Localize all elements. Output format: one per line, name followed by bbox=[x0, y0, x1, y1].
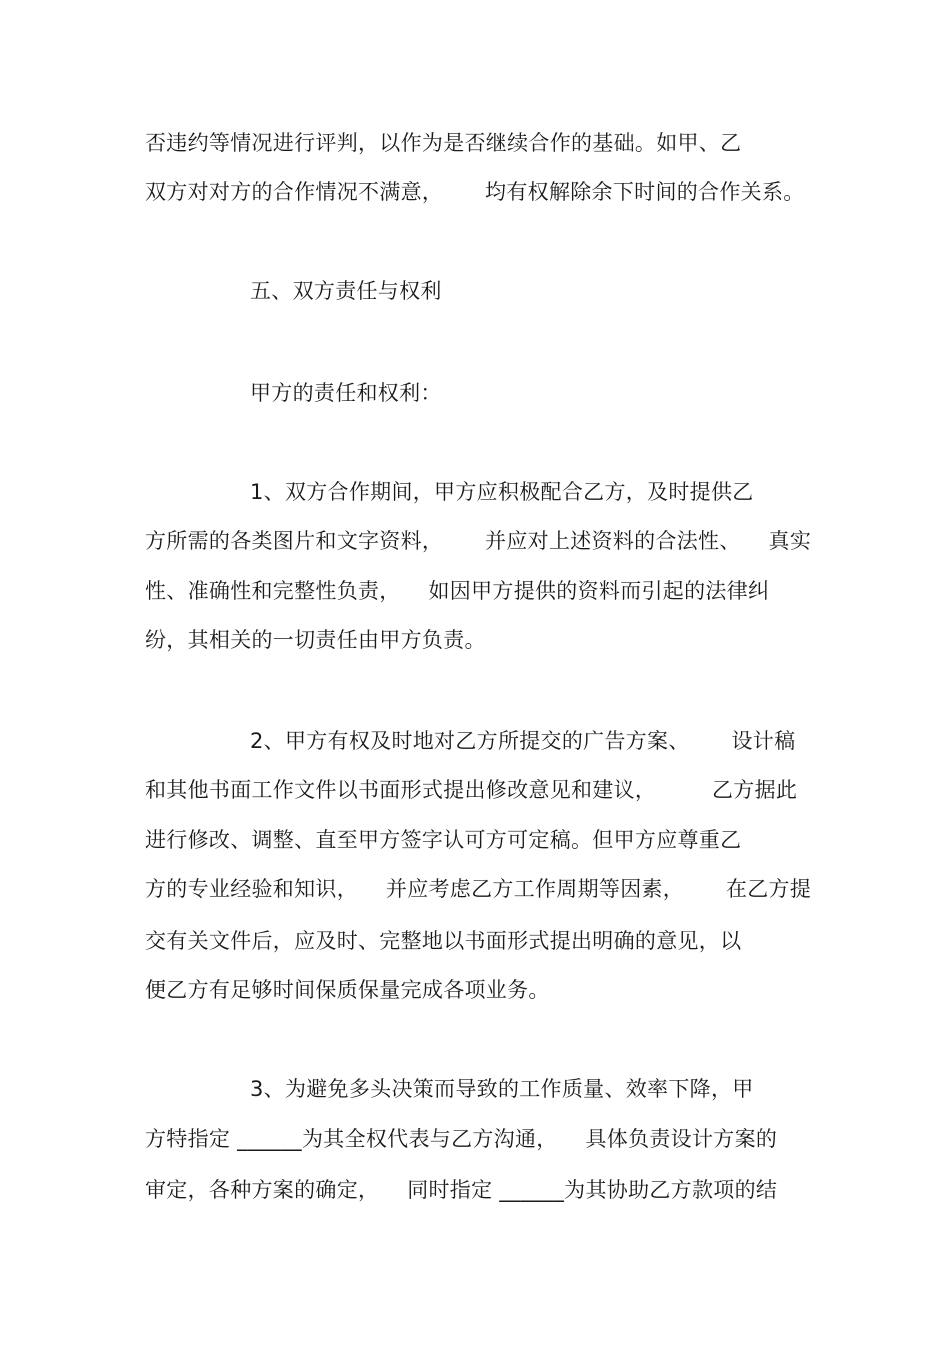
text-line: 方的专业经验和知识， 并应考虑乙方工作周期等因素， 在乙方提 bbox=[145, 877, 812, 901]
text-line: 审定，各种方案的确定， 同时指定 ______为其协助乙方款项的结 bbox=[145, 1178, 778, 1202]
text-line: 进行修改、调整、直至甲方签字认可方可定稿。但甲方应尊重乙 bbox=[145, 828, 742, 852]
text-line: 否违约等情况进行评判，以作为是否继续合作的基础。如甲、乙 bbox=[145, 131, 742, 155]
text-line: 性、准确性和完整性负责， 如因甲方提供的资料而引起的法律纠 bbox=[145, 579, 770, 603]
text-line: 方所需的各类图片和文字资料， 并应对上述资料的合法性、 真实 bbox=[145, 529, 812, 553]
text-line: 1、双方合作期间，甲方应积极配合乙方，及时提供乙 bbox=[250, 480, 754, 504]
text-line: 3、为避免多头决策而导致的工作质量、效率下降，甲 bbox=[250, 1077, 754, 1101]
text-line: 交有关文件后，应及时、完整地以书面形式提出明确的意见，以 bbox=[145, 929, 742, 953]
text-line: 双方对对方的合作情况不满意， 均有权解除余下时间的合作关系。 bbox=[145, 180, 805, 204]
text-line: 和其他书面工作文件以书面形式提出修改意见和建议， 乙方据此 bbox=[145, 778, 798, 802]
text-line: 纷，其相关的一切责任由甲方负责。 bbox=[145, 628, 486, 652]
text-line: 便乙方有足够时间保质保量完成各项业务。 bbox=[145, 978, 550, 1002]
section-heading: 五、双方责任与权利 bbox=[250, 279, 442, 303]
text-line: 方特指定 ______为其全权代表与乙方沟通， 具体负责设计方案的 bbox=[145, 1127, 778, 1151]
subsection-heading: 甲方的责任和权利： bbox=[250, 381, 442, 405]
text-line: 2、甲方有权及时地对乙方所提交的广告方案、 设计稿 bbox=[250, 729, 796, 753]
